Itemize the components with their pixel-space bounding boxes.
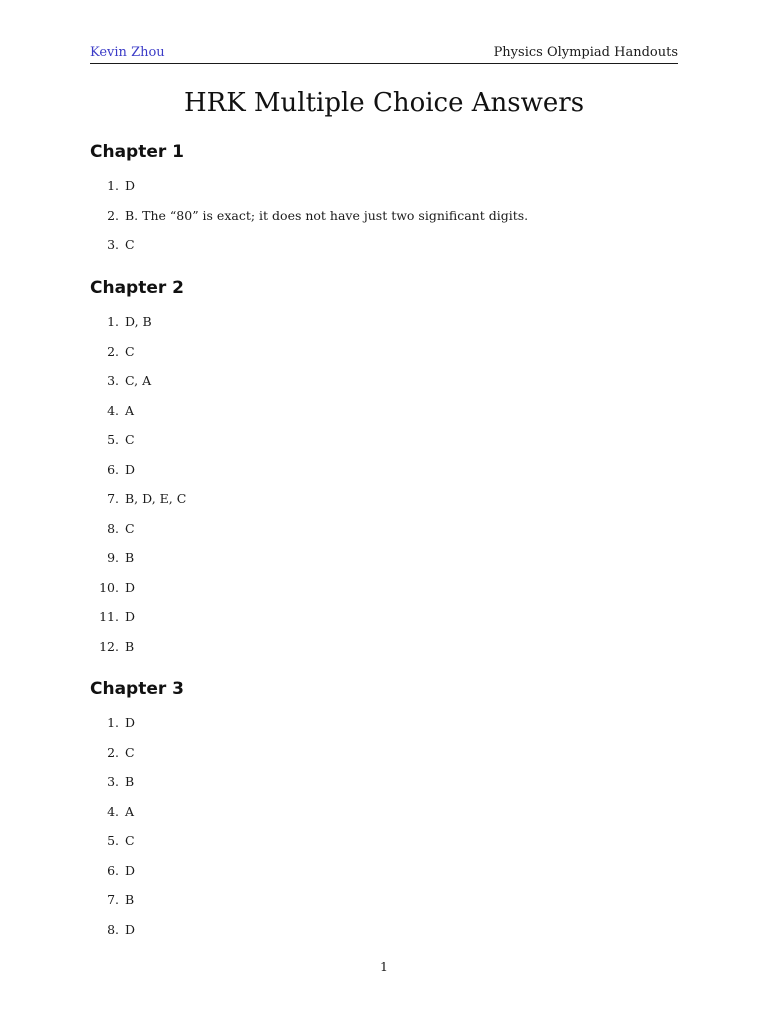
item-answer: D (125, 461, 136, 477)
item-answer: D (125, 579, 136, 595)
item-number: 6. (107, 461, 119, 477)
chapter-2-heading: Chapter 2 (90, 278, 185, 298)
item-number: 11. (99, 609, 119, 624)
item-number: 3. (107, 237, 119, 252)
item-answer: B (125, 892, 135, 907)
item-answer: C (125, 833, 135, 848)
item-answer: D (125, 862, 136, 878)
item-answer: C (125, 520, 135, 536)
item-number: 2. (107, 343, 119, 359)
item-number: 2. (107, 207, 119, 223)
page-number: 1 (380, 959, 388, 974)
item-number: 1. (107, 314, 119, 329)
item-answer: B. The “80” is exact; it does not have just two significant digits. (125, 207, 529, 223)
item-number: 1. (107, 715, 119, 730)
item-number: 4. (107, 402, 119, 418)
item-answer: A (125, 402, 135, 418)
item-number: 2. (107, 744, 119, 760)
header-rule (90, 63, 678, 64)
item-number: 1. (107, 178, 119, 193)
item-answer: C (125, 343, 135, 359)
item-answer: C (125, 432, 135, 447)
chapter-3-heading: Chapter 3 (90, 679, 185, 699)
item-number: 7. (107, 892, 119, 907)
item-answer: A (125, 803, 135, 819)
item-answer: B (125, 638, 135, 654)
item-number: 8. (107, 520, 119, 536)
item-number: 10. (99, 579, 119, 595)
item-number: 12. (99, 638, 119, 654)
document-title: HRK Multiple Choice Answers (183, 88, 585, 118)
header-series: Physics Olympiad Handouts (493, 45, 678, 60)
chapter-1-heading: Chapter 1 (90, 142, 185, 162)
item-answer: D (125, 178, 136, 193)
item-number: 5. (107, 432, 119, 447)
item-answer: D (125, 609, 136, 624)
item-answer: D (125, 715, 136, 730)
item-answer: B (125, 774, 135, 789)
page-header (90, 45, 678, 63)
item-number: 8. (107, 921, 119, 937)
item-answer: C, A (125, 373, 152, 388)
item-number: 9. (107, 550, 119, 565)
item-number: 5. (107, 833, 119, 848)
item-answer: B, D, E, C (125, 491, 187, 506)
item-number: 3. (107, 373, 119, 388)
item-answer: C (125, 744, 135, 760)
item-answer: C (125, 237, 135, 252)
item-answer: B (125, 550, 135, 565)
item-number: 6. (107, 862, 119, 878)
item-number: 3. (107, 774, 119, 789)
item-number: 4. (107, 803, 119, 819)
item-answer: D, B (125, 314, 152, 329)
item-number: 7. (107, 491, 119, 506)
item-answer: D (125, 921, 136, 937)
header-author: Kevin Zhou (90, 45, 165, 60)
